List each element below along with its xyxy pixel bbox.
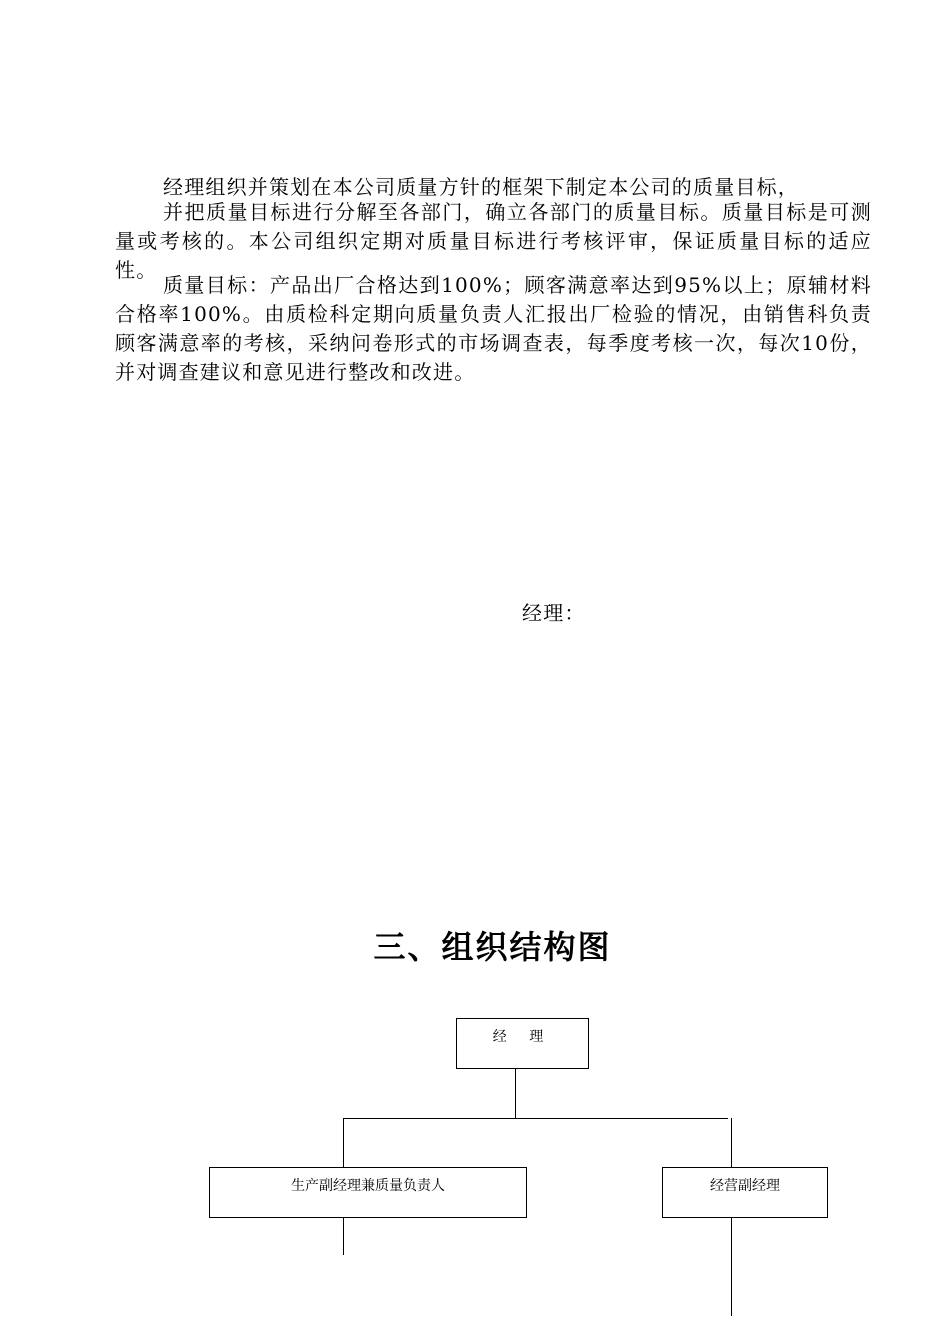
paragraph-quality-planning-1: 经理组织并策划在本公司质量方针的框架下制定本公司的质量目标， <box>163 175 799 199</box>
section-heading: 三、组织结构图 <box>373 928 612 966</box>
org-node-production-vp: 生产副经理兼质量负责人 <box>209 1167 527 1218</box>
manager-signature-label: 经理： <box>522 601 586 625</box>
connector-production-down <box>343 1218 344 1255</box>
connector-to-production <box>343 1118 344 1167</box>
org-node-operations-vp: 经营副经理 <box>662 1167 828 1218</box>
paragraph-quality-planning-2: 并把质量目标进行分解至各部门，确立各部门的质量目标。质量目标是可测量或考核的。本公司组织定期对质量目标进行考核评审，保证质量目标的适应性。 <box>115 200 872 282</box>
connector-horizontal <box>343 1118 728 1119</box>
paragraph-quality-goals: 质量目标：产品出厂合格达到100%；顾客满意率达到95%以上；原辅材料合格率100%。由质检科定期向质量负责人汇报出厂检验的情况，由销售科负责顾客满意率的考核，采纳问卷形式的市场调查表，每季度考核一次，每次10份，并对调查建议和意见进行整改和改进。 <box>115 273 872 384</box>
connector-manager-down <box>515 1069 516 1118</box>
org-node-manager: 经 理 <box>456 1018 589 1069</box>
connector-operations-down <box>731 1218 732 1316</box>
connector-to-operations <box>731 1118 732 1167</box>
